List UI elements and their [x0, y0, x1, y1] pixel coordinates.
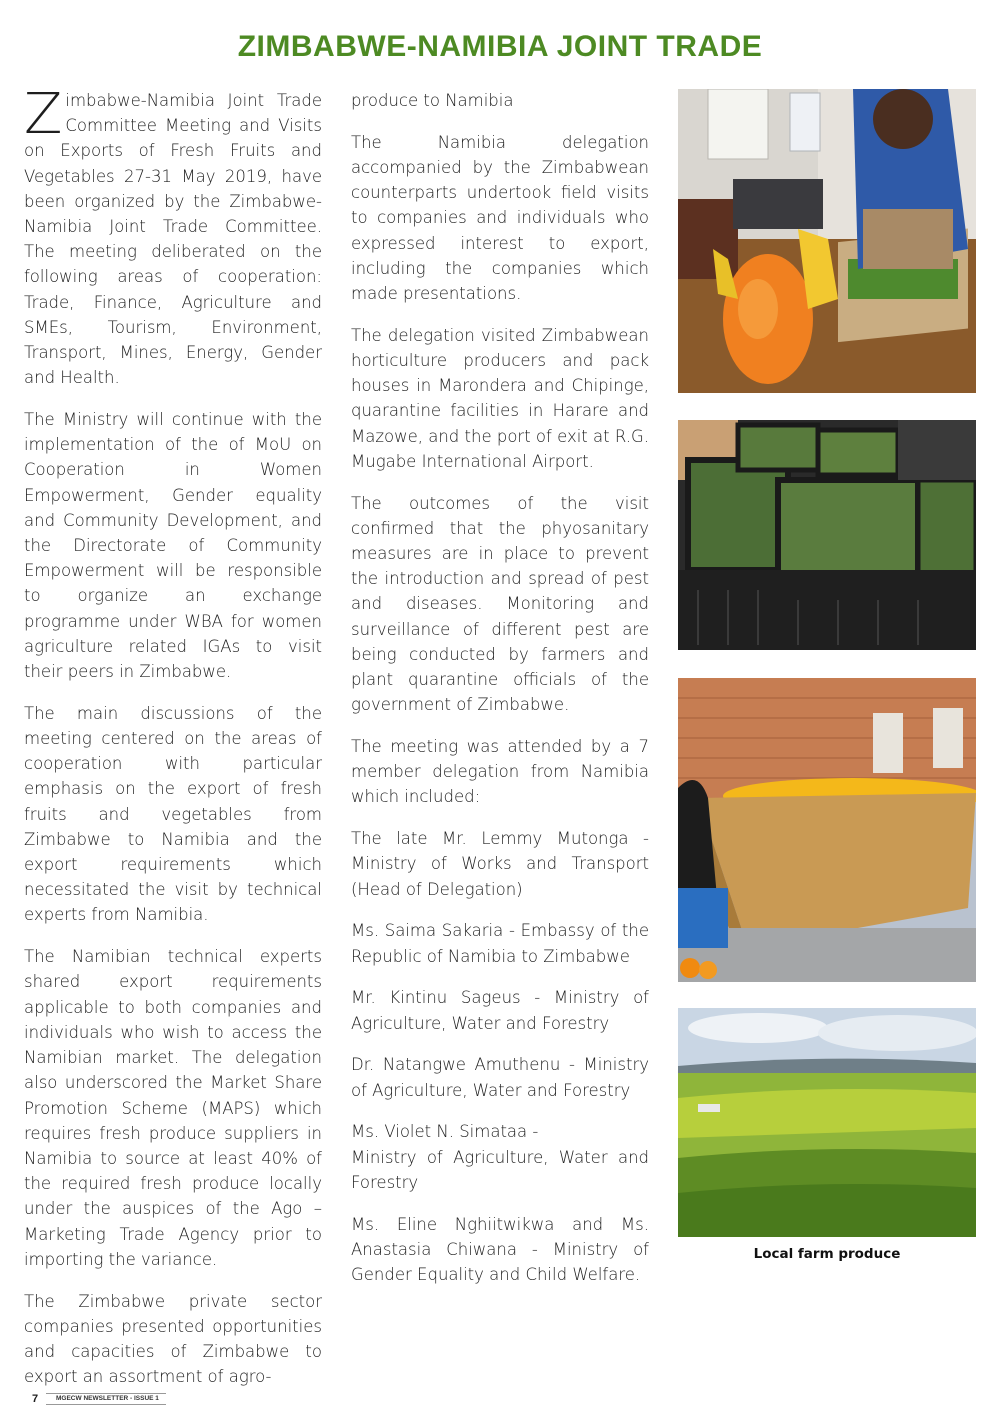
delegate-item: Dr. Natangwe Amuthenu - Ministry of Agriculture, Water and Forestry — [351, 1055, 649, 1100]
article-column-left — [24, 82, 322, 1406]
drop-cap: Z — [24, 82, 63, 147]
delegate-item: The late Mr. Lemmy Mutonga - Ministry of Works and Transport (Head of Delegation) — [351, 829, 649, 899]
paragraph-mou: The Ministry will continue with the implementation of the of MoU on Cooperation in Women Empowerment, Gender equality and Community Development, and the Directorate of Community Empowerment will be responsible to organize an exchange programme under WBA for women agriculture related IGAs to visit their peers in Zimbabwe. — [24, 410, 322, 682]
delegate-item: Mr. Kintinu Sageus - Ministry of Agriculture, Water and Forestry — [351, 988, 649, 1033]
delegate-item-name: Ms. Violet N. Simataa - — [351, 1122, 539, 1142]
article-column-right — [351, 88, 649, 1304]
intro-text: imbabwe-Namibia Joint Trade Committee Meeting and Visits on Exports of Fresh Fruits and Vegetables 27-31 May 2019, have been organized by the Zimbabwe-Namibia Joint Trade Committee. The meeting deliberated on the following areas of cooperation: Trade, Finance, Agriculture and SMEs, Tourism, Environment, Transport, Mines, Energy, Gender and Health. — [24, 91, 322, 388]
photo-green-beans-crates — [678, 420, 976, 650]
paragraph-outcomes: The outcomes of the visit confirmed that the phyosanitary measures are in place to prevent the introduction and spread of pest and diseases. Monitoring and surveillance of different pest are being conducted by farmers and plant quarantine officials of the government of Zimbabwe. — [351, 493, 649, 715]
photo-caption: Local farm produce — [753, 1246, 901, 1262]
paragraph-field-visits: The Namibia delegation accompanied by the Zimbabwean counterparts undertook field visits to companies and individuals who expressed interest to export, including the companies which made presentations. — [351, 132, 649, 304]
delegate-item: Ministry of Agriculture, Water and Forestry — [351, 1147, 649, 1192]
paragraph-discussions: The main discussions of the meeting centered on the areas of cooperation with particular emphasis on the export of fresh fruits and vegetables from Zimbabwe to Namibia and the export requirements which necessitated the visit by technical experts from Namibia. — [24, 703, 322, 925]
delegate-item: Ms. Saima Sakaria - Embassy of the Republic of Namibia to Zimbabwe — [351, 921, 649, 966]
paragraph-private-sector: The Zimbabwe private sector companies presented opportunities and capacities of Zimbabwe to export an assortment of agro- — [24, 1291, 322, 1387]
photo-produce-packing — [678, 89, 976, 393]
paragraph-pack-houses: The delegation visited Zimbabwean horticulture producers and pack houses in Marondera and Chipinge, quarantine facilities in Harare and Mazowe, and the port of exit at R.G. Mugabe International Airport. — [351, 325, 649, 471]
page-title: ZIMBABWE-NAMIBIA JOINT TRADE — [237, 30, 763, 63]
newsletter-label: MGECW NEWSLETTER - ISSUE 1 — [46, 1393, 166, 1405]
delegate-item: Ms. Eline Nghiitwikwa and Ms. Anastasia Chiwana - Ministry of Gender Equality and Child Welfare. — [351, 1214, 649, 1285]
paragraph-continuation: produce to Namibia — [351, 91, 514, 110]
photo-tea-plantation — [678, 1008, 976, 1237]
paragraph-delegation: The meeting was attended by a 7 member delegation from Namibia which included: — [351, 737, 649, 807]
intro-paragraph — [24, 82, 322, 390]
paragraph-requirements: The Namibian technical experts shared export requirements applicable to both companies and individuals who wish to access the Namibian market. The delegation also underscored the Market Share Promotion Scheme (MAPS) which requires fresh produce suppliers in Namibia to source at least 40% of the required fresh produce locally under the auspices of the Ago – Marketing Trade Agency prior to importing the variance. — [24, 947, 322, 1269]
page-number: 7 — [32, 1393, 39, 1405]
photo-oranges-bin — [678, 678, 976, 982]
